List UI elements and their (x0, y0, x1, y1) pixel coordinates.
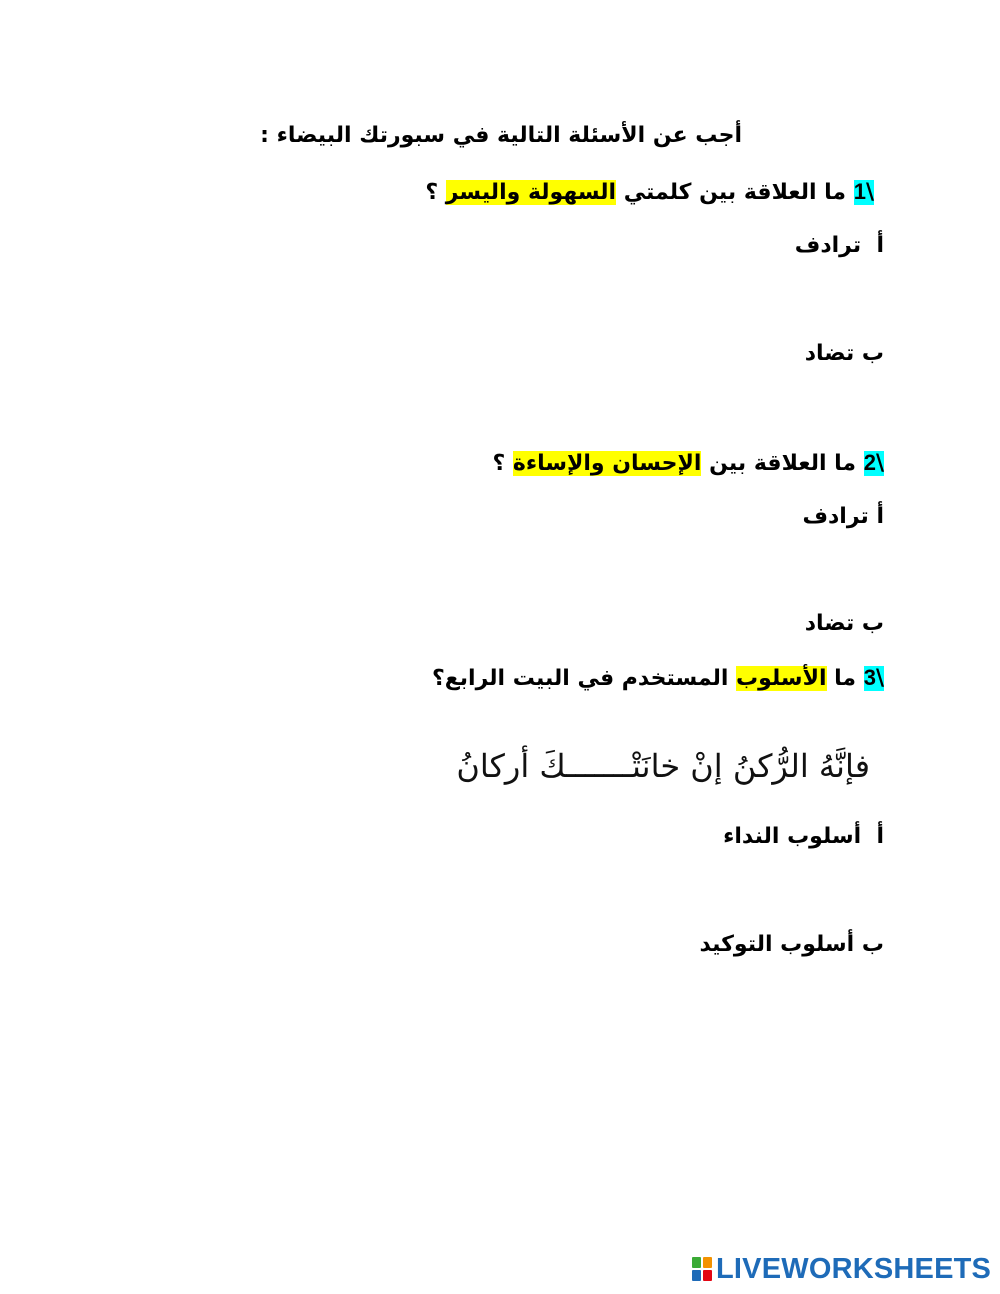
highlighted-term: السهولة واليسر (445, 180, 617, 205)
option-text: أسلوب التوكيد (699, 932, 855, 957)
question-number: \3 (863, 665, 884, 691)
question-text: ما (826, 666, 864, 691)
poetry-verse: فإنَّهُ الرُّكنُ إنْ خانَتْـــــــكَ أركانُ (456, 747, 870, 785)
option-letter: ب (861, 932, 884, 957)
liveworksheets-logo-icon (692, 1257, 712, 1281)
question-text-end: ؟ (492, 451, 513, 476)
option-text: ترادف (794, 233, 862, 258)
option-letter: ب (861, 341, 884, 366)
liveworksheets-logo (692, 1254, 991, 1284)
option-b[interactable] (805, 338, 884, 370)
question-2 (492, 447, 884, 480)
option-b[interactable] (805, 608, 884, 640)
option-text: تضاد (804, 341, 855, 366)
option-letter: أ (876, 233, 884, 258)
question-number: \1 (853, 179, 874, 205)
question-number: \2 (863, 450, 884, 476)
question-text: ما العلاقة بين كلمتي (616, 180, 854, 205)
question-text-end: المستخدم في البيت الرابع؟ (432, 666, 737, 691)
option-b[interactable] (699, 929, 884, 961)
option-letter: ب (861, 611, 884, 636)
liveworksheets-brand: LIVEWORKSHEETS (716, 1253, 992, 1285)
highlighted-term: الإحسان والإساءة (512, 451, 702, 476)
option-letter: أ (876, 824, 884, 849)
option-a[interactable] (723, 821, 884, 853)
option-a[interactable] (795, 230, 884, 262)
question-text-end: ؟ (425, 180, 446, 205)
question-text: ما العلاقة بين (701, 451, 864, 476)
option-letter: أ (876, 504, 884, 529)
option-text: تضاد (804, 611, 855, 636)
worksheet-heading: أجب عن الأسئلة التالية في سبورتك البيضاء : (260, 123, 742, 148)
option-text: أسلوب النداء (723, 824, 862, 849)
question-1 (425, 176, 874, 209)
highlighted-term: الأسلوب (736, 666, 827, 691)
question-3 (432, 662, 884, 695)
option-a[interactable] (802, 501, 884, 533)
option-text: ترادف (802, 504, 869, 529)
